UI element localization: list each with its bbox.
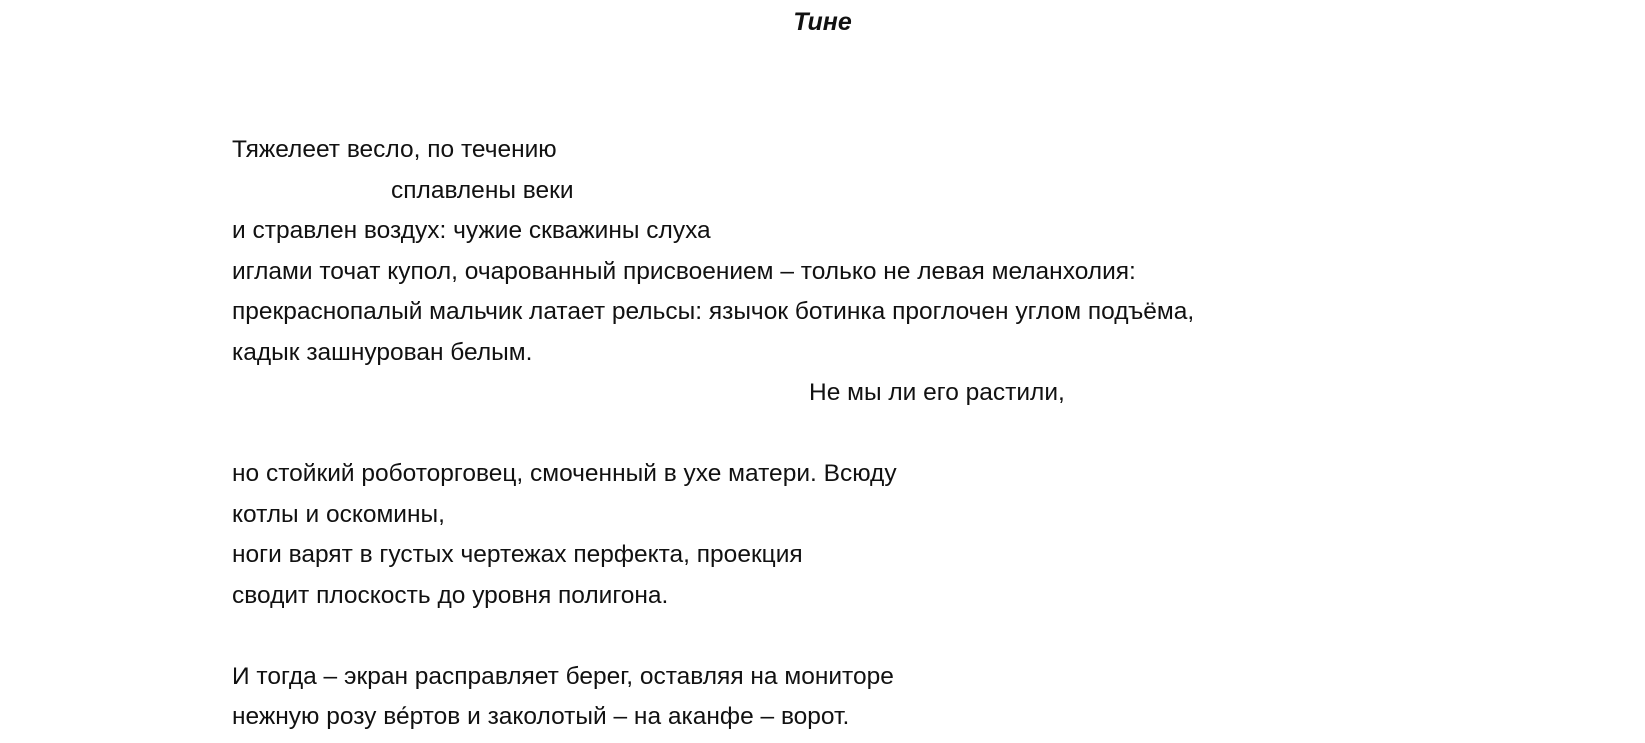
poem-line-indented: сплавлены веки [391, 176, 574, 204]
poem-line: и стравлен воздух: чужие скважины слуха [232, 217, 711, 244]
poem-line: котлы и оскомины, [232, 500, 445, 528]
stanza-2 [232, 454, 1532, 616]
poem-line: но стойкий роботорговец, смоченный в ухе матери. Всюду [232, 460, 897, 487]
poem-body [232, 130, 1532, 738]
stanza-3 [232, 657, 1532, 738]
poem-line: сводит плоскость до уровня полигона. [232, 581, 669, 609]
poem-title: Тине [793, 8, 852, 36]
poem-line: нежную розу ве́ртов и заколотый – на аканфе – ворот. [232, 703, 850, 730]
poem-line: прекраснопалый мальчик латает рельсы: язычок ботинка проглочен углом подъёма, [232, 298, 1195, 325]
poem-line: Тяжелеет весло, по течению [232, 136, 557, 163]
stanza-break [232, 414, 1532, 455]
stanza-1 [232, 130, 1532, 414]
poem-line: кадык зашнурован белым. [232, 338, 533, 366]
poem-line: ноги варят в густых чертежах перфекта, проекция [232, 541, 803, 568]
poem-line-indented: Не мы ли его растили, [809, 379, 1065, 406]
stanza-break [232, 616, 1532, 657]
poem-line: иглами точат купол, очарованный присвоением – только не левая меланхолия: [232, 257, 1136, 285]
poem-line: И тогда – экран расправляет берег, оставляя на мониторе [232, 662, 894, 690]
